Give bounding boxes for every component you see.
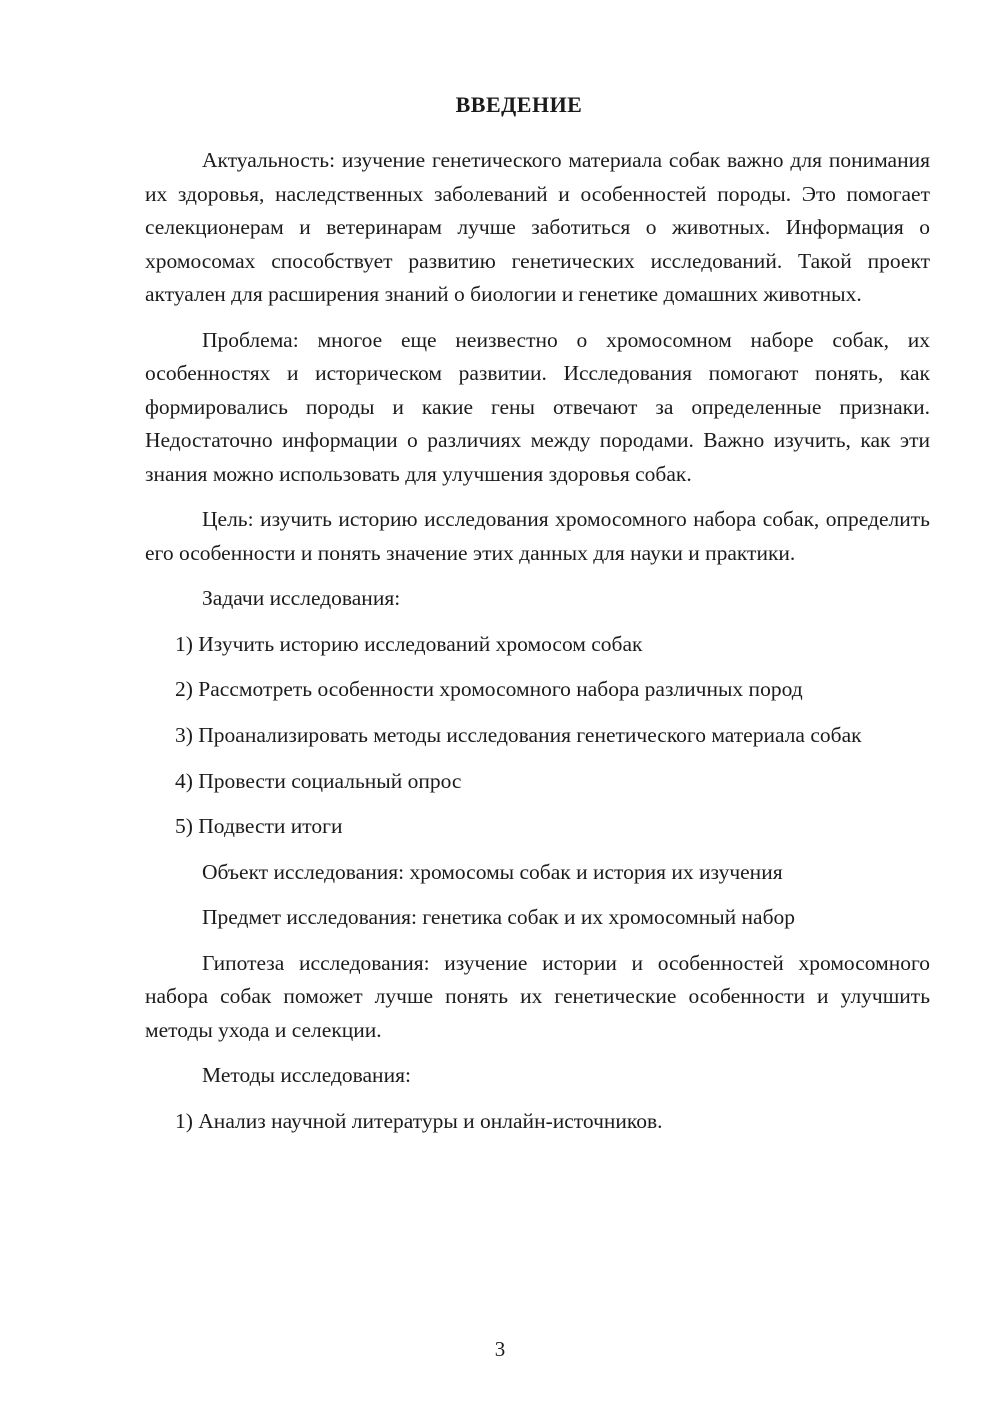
task-list-item-2: 2) Рассмотреть особенности хромосомного набора различных пород	[175, 677, 803, 702]
paragraph-actuality: Актуальность: изучение генетического материала собак важно для понимания их здоровья, наследственных заболеваний и особенностей породы. Это помогает селекционерам и ветеринарам лучше заботиться о животных. Информация о хромосомах способствует развитию генетических исследований. Такой проект актуален для расширения знаний о биологии и генетике домашних животных.	[145, 148, 930, 307]
task-list-item-4: 4) Провести социальный опрос	[175, 768, 462, 793]
paragraph-problem: Проблема: многое еще неизвестно о хромосомном наборе собак, их особенностях и историческом развитии. Исследования помогают понять, как формировались породы и какие гены отвечают за определенные признаки. Недостаточно информации о различиях между породами. Важно изучить, как эти знания можно использовать для улучшения здоровья собак.	[145, 327, 930, 486]
paragraph-goal: Цель: изучить историю исследования хромосомного набора собак, определить его особенности и понять значение этих данных для науки и практики.	[145, 507, 930, 565]
paragraph-hypothesis: Гипотеза исследования: изучение истории и особенностей хромосомного набора собак поможет лучше понять их генетические особенности и улучшить методы ухода и селекции.	[145, 950, 930, 1042]
paragraph-subject: Предмет исследования: генетика собак и их хромосомный набор	[202, 905, 796, 930]
paragraph-object: Объект исследования: хромосомы собак и история их изучения	[202, 859, 783, 884]
method-list-item-1: 1) Анализ научной литературы и онлайн-источников.	[175, 1108, 663, 1133]
task-list-item-1: 1) Изучить историю исследований хромосом собак	[175, 631, 643, 656]
task-list-item-3: 3) Проанализировать методы исследования генетического материала собак	[175, 722, 862, 747]
page-title: ВВЕДЕНИЕ	[455, 92, 583, 117]
tasks-heading: Задачи исследования:	[202, 586, 401, 611]
methods-heading: Методы исследования:	[202, 1063, 411, 1088]
page-number: 3	[494, 1337, 506, 1361]
task-list-item-5: 5) Подвести итоги	[175, 814, 343, 839]
